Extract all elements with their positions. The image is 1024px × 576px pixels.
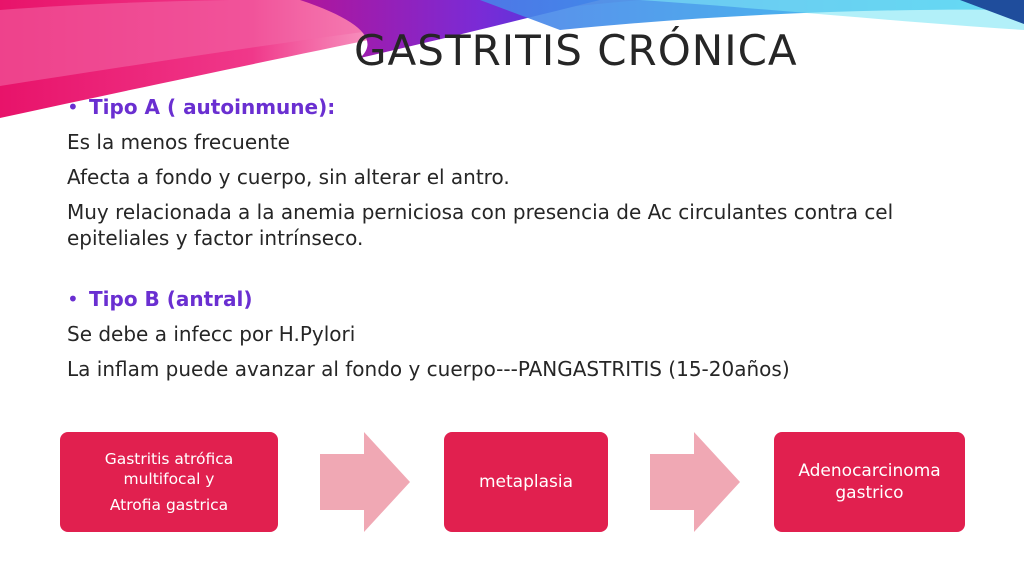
bullet-icon: • [67, 95, 79, 119]
flow-step-text: multifocal y [123, 470, 215, 488]
section-a-line: Muy relacionada a la anemia perniciosa con presencia de Ac circulantes contra cel epiteliales y factor intrínseco. [67, 200, 894, 250]
flow-step-text: gastrico [835, 483, 904, 503]
section-a-line: Afecta a fondo y cuerpo, sin alterar el antro. [67, 165, 510, 189]
flow-step-text: metaplasia [478, 472, 574, 492]
flow-step-atrophy [60, 432, 278, 532]
arrow-right-icon [650, 432, 740, 532]
flow-step-metaplasia [444, 432, 608, 532]
flow-step-text: Adenocarcinoma [798, 461, 941, 481]
bullet-icon: • [67, 287, 79, 311]
section-b-heading: Tipo B (antral) [89, 287, 253, 311]
section-b-heading-row [67, 286, 967, 312]
section-a-heading-row [67, 94, 967, 120]
section-a-heading: Tipo A ( autoinmune): [89, 95, 336, 119]
flow-step-adenocarcinoma [774, 432, 965, 532]
slide-title: GASTRITIS CRÓNICA [354, 26, 798, 75]
arrow-right-icon [320, 432, 410, 532]
flow-step-text: Atrofia gastrica [109, 496, 229, 514]
section-b-line: La inflam puede avanzar al fondo y cuerpo---PANGASTRITIS (15-20años) [67, 357, 790, 381]
flow-step-text: Gastritis atrófica [104, 450, 234, 468]
section-b-line: Se debe a infecc por H.Pylori [67, 322, 356, 346]
section-a-line: Es la menos frecuente [67, 130, 290, 154]
slide-body [67, 94, 967, 382]
